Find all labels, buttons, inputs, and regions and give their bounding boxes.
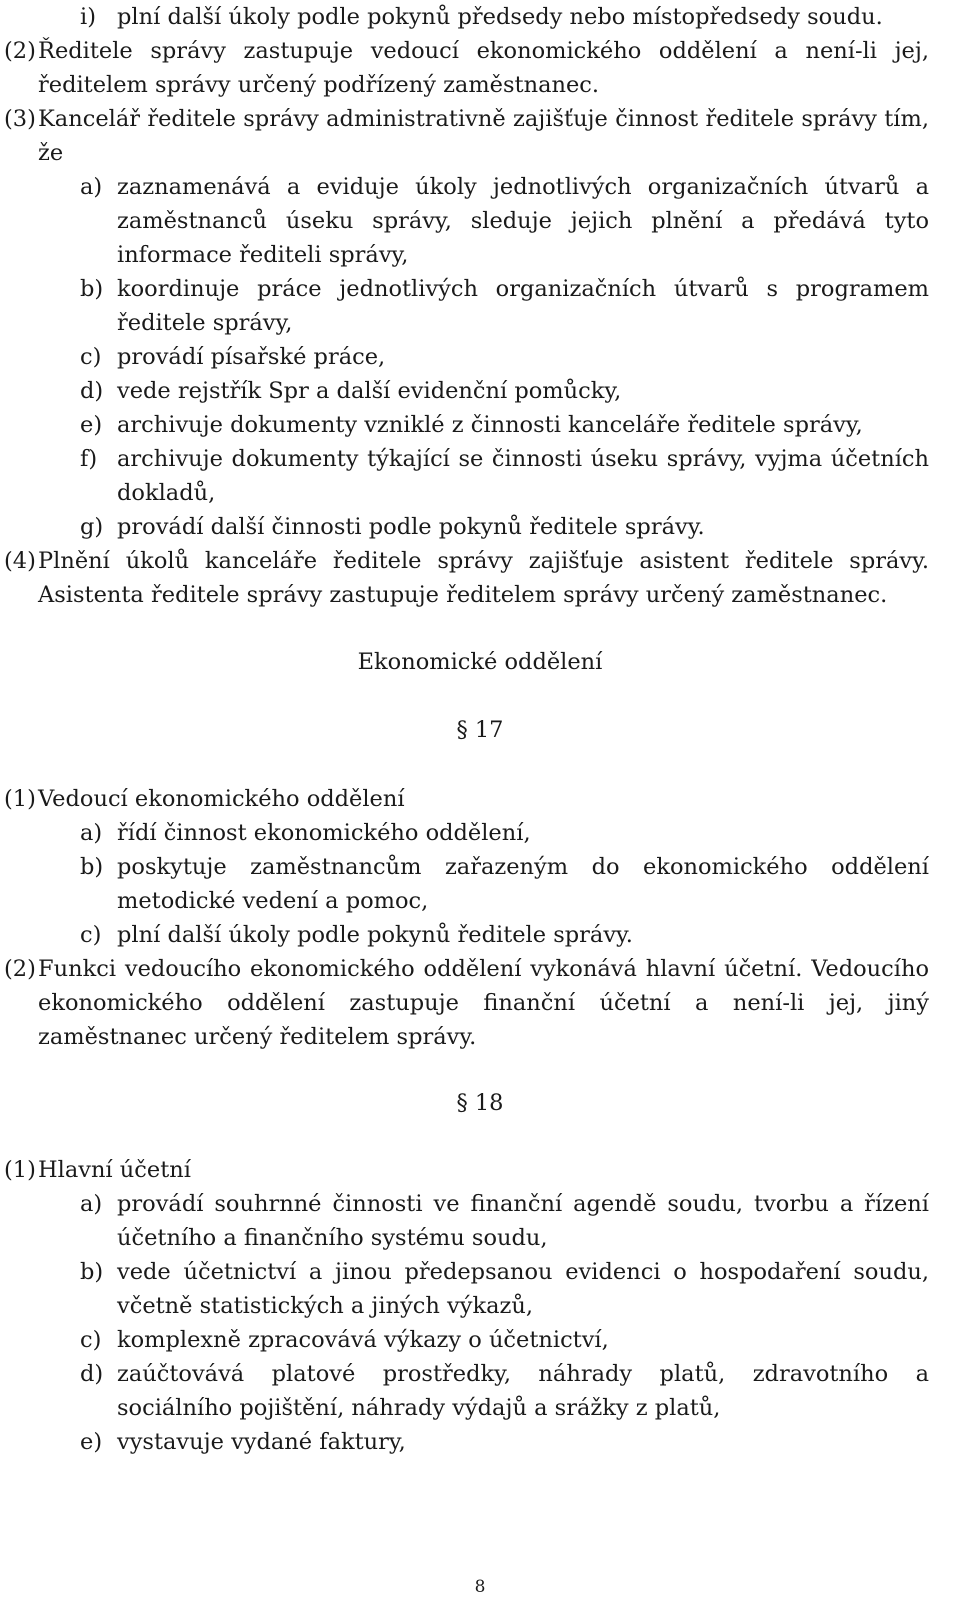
paragraph-text: Ředitele správy zastupuje vedoucí ekonomického oddělení a není-li jej, ředitelem správy určený podřízený zaměstnanec. [38, 38, 929, 98]
item-text: vede rejstřík Spr a další evidenční pomůcky, [117, 378, 622, 404]
paragraph-text: Funkci vedoucího ekonomického oddělení vykonává hlavní účetní. Vedoucího ekonomického oddělení zastupuje finanční účetní a není-li jej, jiný zaměstnanec určený ředitelem správy. [38, 956, 929, 1050]
item-text: komplexně zpracovává výkazy o účetnictví, [117, 1327, 609, 1353]
item-text: zaúčtovává platové prostředky, náhrady platů, zdravotního a sociálního pojištění, náhrady výdajů a srážky z platů, [117, 1361, 929, 1421]
list-item [0, 1357, 929, 1425]
list-item [0, 1425, 929, 1459]
paragraph-number: (4) [4, 548, 36, 574]
section-mark-18 [0, 1086, 960, 1120]
list-item [0, 374, 929, 408]
paragraph-text: Kancelář ředitele správy administrativně zajišťuje činnost ředitele správy tím, že [38, 106, 929, 166]
item-label: c) [80, 344, 102, 370]
list-item [0, 1323, 929, 1357]
paragraph-number: (2) [4, 956, 36, 982]
list-item [0, 272, 929, 340]
item-text: archivuje dokumenty vzniklé z činnosti kanceláře ředitele správy, [117, 412, 863, 438]
item-label: a) [80, 174, 103, 200]
section-mark-17 [0, 713, 960, 747]
item-label: f) [80, 446, 98, 472]
paragraph-number: (2) [4, 38, 36, 64]
item-text: provádí další činnosti podle pokynů ředitele správy. [117, 514, 705, 540]
section-18 [0, 1153, 960, 1459]
section-17 [0, 782, 960, 1054]
list-item [0, 1187, 929, 1255]
paragraph-2 [0, 34, 929, 102]
item-text: archivuje dokumenty týkající se činnosti úseku správy, vyjma účetních dokladů, [117, 446, 929, 506]
list-item [0, 816, 929, 850]
paragraph-3 [0, 102, 929, 170]
list-item [0, 1255, 929, 1323]
paragraph-number: (3) [4, 106, 36, 132]
list-item [0, 918, 929, 952]
item-text: vede účetnictví a jinou předepsanou evidenci o hospodaření soudu, včetně statistických a jiných výkazů, [117, 1259, 929, 1319]
item-label: a) [80, 1191, 103, 1217]
list-item [0, 408, 929, 442]
list-item [0, 850, 929, 918]
paragraph-text: Hlavní účetní [38, 1157, 191, 1183]
item-label: e) [80, 412, 103, 438]
section-heading: Ekonomické oddělení [357, 649, 603, 675]
paragraph-number: (1) [4, 1157, 36, 1183]
page-number: 8 [474, 1577, 486, 1597]
item-text: plní další úkoly podle pokynů ředitele správy. [117, 922, 633, 948]
item-text: plní další úkoly podle pokynů předsedy nebo místopředsedy soudu. [117, 4, 883, 30]
item-text: zaznamenává a eviduje úkoly jednotlivých organizačních útvarů a zaměstnanců úseku správy, sleduje jejich plnění a předává tyto informace řediteli správy, [117, 174, 929, 268]
item-label: d) [80, 378, 104, 404]
list-item [0, 340, 929, 374]
list-item [0, 510, 929, 544]
paragraph-1 [0, 1153, 929, 1187]
item-label: e) [80, 1429, 103, 1455]
item-label: i) [80, 4, 96, 30]
item-text: vystavuje vydané faktury, [117, 1429, 406, 1455]
item-label: a) [80, 820, 103, 846]
item-label: d) [80, 1361, 104, 1387]
paragraph-text: Plnění úkolů kanceláře ředitele správy zajišťuje asistent ředitele správy. Asistenta ředitele správy zastupuje ředitelem správy určený zaměstnanec. [38, 548, 929, 608]
paragraph-4 [0, 544, 929, 612]
item-label: c) [80, 1327, 102, 1353]
paragraph-2 [0, 952, 929, 1054]
item-text: koordinuje práce jednotlivých organizačních útvarů s programem ředitele správy, [117, 276, 929, 336]
list-item [0, 170, 929, 272]
item-label: b) [80, 1259, 104, 1285]
item-text: provádí písařské práce, [117, 344, 386, 370]
item-label: b) [80, 276, 104, 302]
section-16-continuation [0, 0, 960, 612]
item-text: poskytuje zaměstnancům zařazeným do ekonomického oddělení metodické vedení a pomoc, [117, 854, 929, 914]
section-mark-text: § 18 [456, 1090, 504, 1116]
item-label: c) [80, 922, 102, 948]
item-text: provádí souhrnné činnosti ve finanční agendě soudu, tvorbu a řízení účetního a finančního systému soudu, [117, 1191, 929, 1251]
list-item [0, 0, 929, 34]
paragraph-number: (1) [4, 786, 36, 812]
paragraph-1 [0, 782, 929, 816]
section-mark-text: § 17 [456, 717, 504, 743]
paragraph-text: Vedoucí ekonomického oddělení [38, 786, 405, 812]
item-text: řídí činnost ekonomického oddělení, [117, 820, 531, 846]
item-label: b) [80, 854, 104, 880]
list-item [0, 442, 929, 510]
item-label: g) [80, 514, 104, 540]
